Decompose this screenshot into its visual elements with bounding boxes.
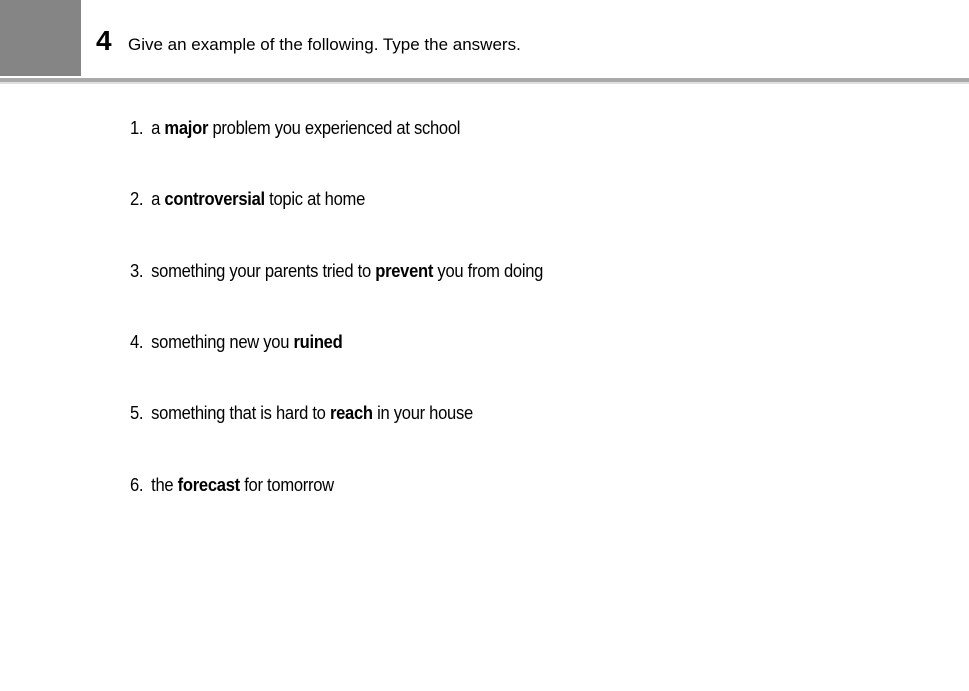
item-text-before: something that is hard to: [151, 403, 330, 423]
item-keyword: major: [164, 118, 209, 138]
item-text-before: a: [151, 189, 165, 209]
item-text-before: something your parents tried to: [151, 261, 376, 281]
exercise-item-5: [130, 402, 473, 424]
item-number: 3.: [130, 261, 144, 281]
exercise-item-2: [130, 188, 365, 210]
item-keyword: reach: [329, 403, 373, 423]
exercise-item-3: [130, 260, 543, 282]
header-color-block: [0, 0, 81, 76]
exercise-item-1: [130, 117, 460, 139]
item-keyword: prevent: [375, 261, 434, 281]
header-divider-shadow: [0, 82, 969, 84]
item-number: 6.: [130, 475, 144, 495]
item-text-before: a: [151, 118, 165, 138]
item-text-before: the: [151, 475, 178, 495]
exercise-instruction: Give an example of the following. Type the answers.: [128, 35, 521, 54]
item-text-after: for tomorrow: [239, 475, 334, 495]
item-keyword: ruined: [293, 332, 343, 352]
item-number: 5.: [130, 403, 144, 423]
item-number: 2.: [130, 189, 144, 209]
item-text-before: something new you: [151, 332, 294, 352]
item-text-after: problem you experienced at school: [208, 118, 461, 138]
item-text-after: topic at home: [264, 189, 366, 209]
item-text-after: in your house: [372, 403, 473, 423]
item-number: 1.: [130, 118, 144, 138]
exercise-item-6: [130, 474, 334, 496]
exercise-item-4: [130, 331, 342, 353]
item-number: 4.: [130, 332, 144, 352]
item-keyword: forecast: [177, 475, 240, 495]
item-text-after: you from doing: [433, 261, 544, 281]
exercise-number: 4: [96, 25, 112, 56]
item-keyword: controversial: [164, 189, 265, 209]
exercise-header: [0, 0, 969, 78]
